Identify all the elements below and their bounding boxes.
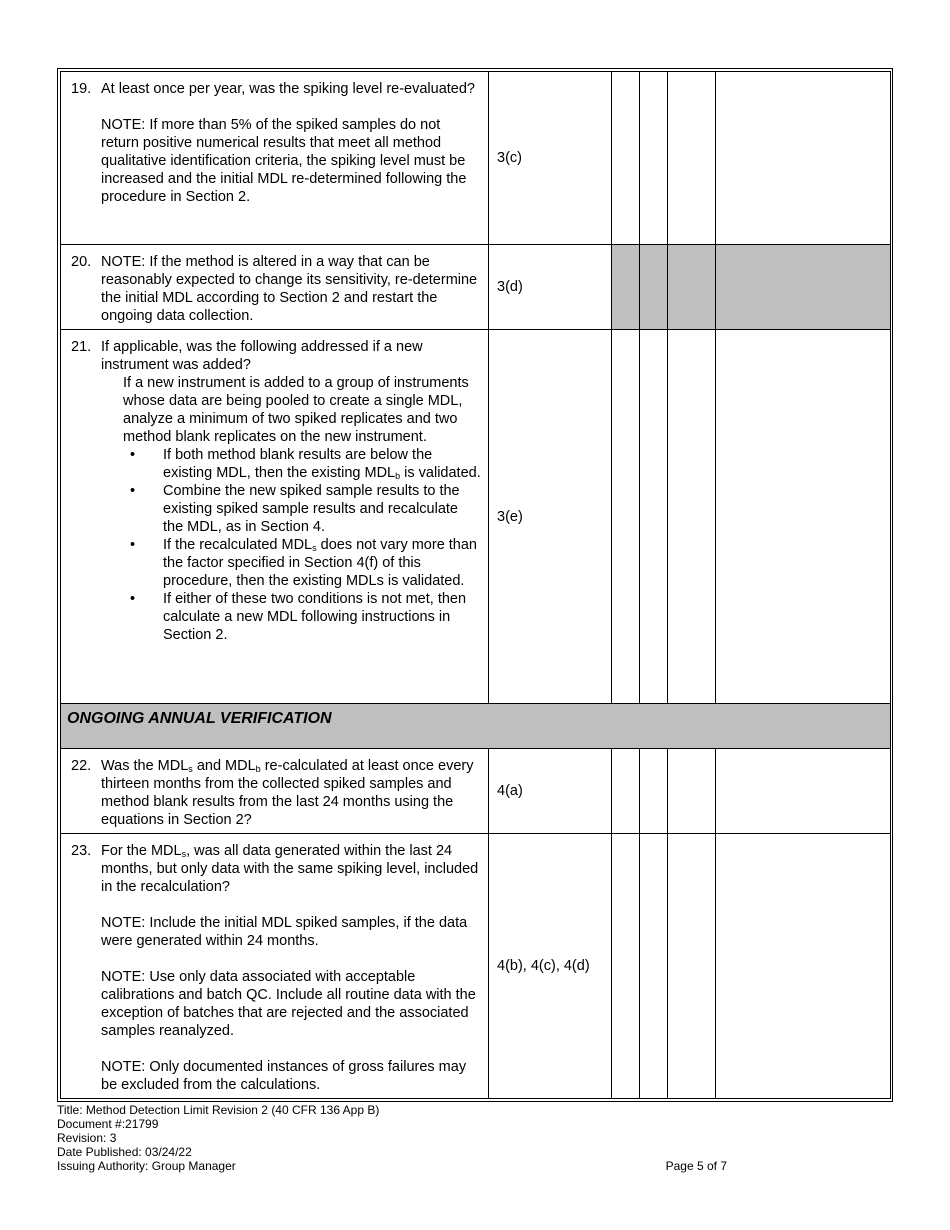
table-row-22 xyxy=(61,749,891,834)
check-cell[interactable] xyxy=(612,330,640,704)
question-text: Was the $MDL_s$ and $MDL_b$ re-calculated at least once every thirteen months from the collected spiked samples and method blank results from the last 24 months using the equations in Section 2? xyxy=(101,758,474,828)
bullet-list xyxy=(101,446,482,644)
check-cell[interactable] xyxy=(640,72,668,245)
list-item: • If either of these two conditions is not met, then calculate a new MDL following instructions in Section 2. xyxy=(126,590,482,644)
note-text: NOTE: If the method is altered in a way that can be reasonably expected to change its sensitivity, re-determine the initial MDL according to Section 2 and restart the ongoing data collection. xyxy=(101,254,478,324)
shaded-cell xyxy=(612,245,640,330)
sub-text: If a new instrument is added to a group of instruments whose data are being pooled to create a single MDL, analyze a minimum of two spiked replicates and two method blank replicates on the new instrument. xyxy=(123,375,469,445)
check-cell[interactable] xyxy=(668,749,716,834)
question-text: At least once per year, was the spiking level re-evaluated? xyxy=(101,81,475,97)
list-item: • If both method blank results are below the existing MDL, then the existing $MDL_b$ is validated. xyxy=(126,446,482,482)
item-number: 20. xyxy=(71,254,92,270)
question-text: For the $MDL_s$, was all data generated within the last 24 months, but only data with the same spiking level, included in the recalculation? xyxy=(101,843,479,895)
reference-cell: 4(a) xyxy=(489,749,612,834)
check-cell[interactable] xyxy=(612,834,640,1099)
bullet-icon: • xyxy=(130,483,136,499)
table-row-21 xyxy=(61,330,891,704)
bullet-icon: • xyxy=(130,591,136,607)
comment-cell[interactable] xyxy=(716,330,891,704)
footer-document-number: Document #:21799 xyxy=(57,1117,159,1131)
checklist-table-frame xyxy=(57,68,893,1102)
section-title: ONGOING ANNUAL VERIFICATION xyxy=(61,704,891,749)
note-text: NOTE: If more than 5% of the spiked samples do not return positive numerical results that meet all method qualitative identification criteria, the spiking level must be increased and the initial MDL re-determined following the procedure in Section 2. xyxy=(101,117,467,205)
checklist-table xyxy=(60,71,891,1099)
shaded-cell xyxy=(668,245,716,330)
check-cell[interactable] xyxy=(668,72,716,245)
reference-cell: 3(c) xyxy=(489,72,612,245)
question-cell-19 xyxy=(61,72,489,245)
check-cell[interactable] xyxy=(668,330,716,704)
bullet-icon: • xyxy=(130,447,136,463)
question-cell-22 xyxy=(61,749,489,834)
reference-cell: 4(b), 4(c), 4(d) xyxy=(489,834,612,1099)
list-item: • Combine the new spiked sample results to the existing spiked sample results and recalculate the MDL, as in Section 4. xyxy=(126,482,482,536)
note-text: NOTE: Only documented instances of gross failures may be excluded from the calculations. xyxy=(101,1059,467,1093)
page-footer xyxy=(57,1103,727,1173)
item-number: 19. xyxy=(71,81,92,97)
question-cell-21 xyxy=(61,330,489,704)
table-row-20 xyxy=(61,245,891,330)
note-text: NOTE: Include the initial MDL spiked samples, if the data were generated within 24 months. xyxy=(101,915,468,949)
footer-revision: Revision: 3 xyxy=(57,1131,117,1145)
bullet-icon: • xyxy=(130,537,136,553)
footer-date: Date Published: 03/24/22 xyxy=(57,1145,192,1159)
question-cell-20 xyxy=(61,245,489,330)
list-item: • If the recalculated $MDL_s$ does not vary more than the factor specified in Section 4(f) of this procedure, then the existing MDLs is validated. xyxy=(126,536,482,590)
shaded-cell xyxy=(716,245,891,330)
item-number: 23. xyxy=(71,843,92,859)
reference-cell: 3(e) xyxy=(489,330,612,704)
shaded-cell xyxy=(640,245,668,330)
page-number: Page 5 of 7 xyxy=(665,1159,727,1173)
table-row-19 xyxy=(61,72,891,245)
comment-cell[interactable] xyxy=(716,72,891,245)
comment-cell[interactable] xyxy=(716,834,891,1099)
item-number: 22. xyxy=(71,758,92,774)
reference-cell: 3(d) xyxy=(489,245,612,330)
check-cell[interactable] xyxy=(612,72,640,245)
footer-title: Title: Method Detection Limit Revision 2 (40 CFR 136 App B) xyxy=(57,1103,380,1117)
item-number: 21. xyxy=(71,339,92,355)
question-cell-23 xyxy=(61,834,489,1099)
footer-authority: Issuing Authority: Group Manager xyxy=(57,1159,236,1173)
check-cell[interactable] xyxy=(640,330,668,704)
note-text: NOTE: Use only data associated with acceptable calibrations and batch QC. Include all routine data with the exception of batches that are rejected and the associated samples reanalyzed. xyxy=(101,969,476,1039)
section-header-row xyxy=(61,704,891,749)
check-cell[interactable] xyxy=(668,834,716,1099)
question-text: If applicable, was the following addressed if a new instrument was added? xyxy=(101,339,423,373)
check-cell[interactable] xyxy=(612,749,640,834)
table-row-23 xyxy=(61,834,891,1099)
check-cell[interactable] xyxy=(640,749,668,834)
comment-cell[interactable] xyxy=(716,749,891,834)
check-cell[interactable] xyxy=(640,834,668,1099)
